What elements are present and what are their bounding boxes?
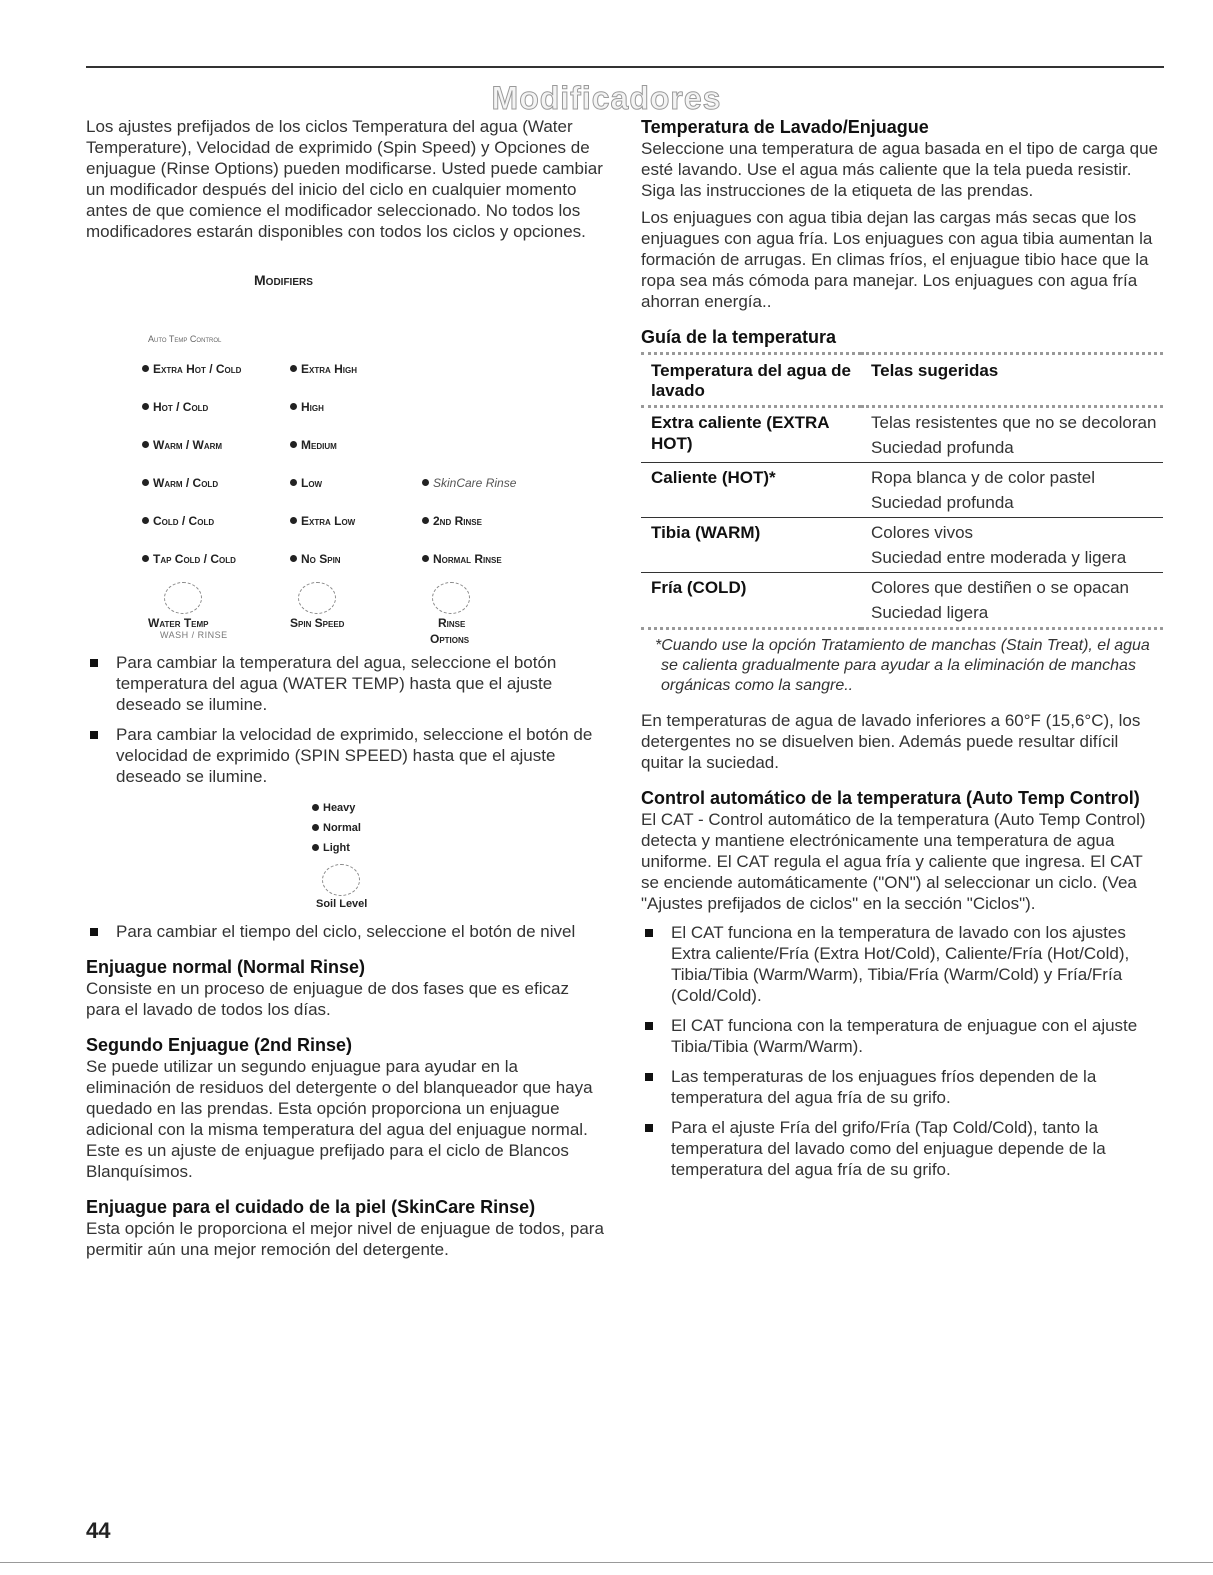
spin-opt-1: Extra High	[290, 362, 357, 376]
section-skincare-rinse	[86, 1196, 606, 1260]
top-rule	[86, 66, 1164, 68]
table-row	[641, 463, 1163, 518]
soil-level-knob[interactable]	[322, 864, 360, 896]
options-label: Options	[430, 632, 470, 646]
column-header: Temperatura del agua de lavado	[641, 354, 861, 407]
spin-speed-label: Spin Speed	[290, 616, 345, 630]
left-column	[86, 116, 606, 1260]
right-column	[641, 116, 1163, 1189]
fabric-line: Colores vivos	[871, 523, 974, 542]
section-text: Se puede utilizar un segundo enjuague para ayudar en la eliminación de residuos del detergente o del blanqueador que haya quedado en las prendas. Esta opción proporciona un enjuague adicional con la misma temperatura del agua del enjuague normal. Este es un ajuste de enjuague prefijado para el ciclo de Blancos Blanquísimos.	[86, 1057, 593, 1181]
indicator-dot	[290, 517, 297, 524]
column-header: Telas sugeridas	[861, 354, 1163, 407]
rinse-opt-2: 2nd Rinse	[422, 514, 482, 528]
temperature-guide	[641, 326, 1163, 696]
indicator-dot	[290, 479, 297, 486]
fabric-line: Telas resistentes que no se decoloran	[871, 413, 1157, 432]
list-item: El CAT funciona en la temperatura de lavado con los ajustes Extra caliente/Fría (Extra Hot/Cold), Caliente/Fría (Hot/Cold), Tibia/Tibia (Warm/Warm), Tibia/Fría (Warm/Cold) y Fría/Fría (Cold/Cold).	[641, 922, 1163, 1006]
section-normal-rinse	[86, 956, 606, 1020]
paragraph: Seleccione una temperatura de agua basada en el tipo de carga que esté lavando. Use el agua más caliente que la tela pueda resistir. Siga las instrucciones de la etiqueta de las prendas.	[641, 139, 1158, 200]
section-text: Consiste en un proceso de enjuague de dos fases que es eficaz para el lavado de todos los días.	[86, 979, 569, 1019]
soil-opt-3: Light	[312, 842, 350, 854]
water-temp-knob[interactable]	[164, 582, 202, 614]
section-heading: Control automático de la temperatura (Auto Temp Control)	[641, 788, 1140, 808]
list-item: Para cambiar la velocidad de exprimido, seleccione el botón de velocidad de exprimido (SPIN SPEED) hasta que el ajuste deseado se ilumine.	[86, 724, 606, 787]
list-item: Para cambiar el tiempo del ciclo, seleccione el botón de nivel	[86, 921, 606, 942]
section-heading: Enjuague normal (Normal Rinse)	[86, 957, 366, 977]
temp-cell: Tibia (WARM)	[641, 518, 861, 573]
temp-cell: Caliente (HOT)*	[641, 463, 861, 518]
indicator-dot	[422, 479, 429, 486]
water-temp-label: Water Temp	[148, 616, 209, 630]
paragraph: Los enjuagues con agua tibia dejan las cargas más secas que los enjuagues con agua fría. Los enjuagues con agua tibia aumentan la formación de arrugas. En climas fríos, el enjuague tibio hace que la ropa sea más cómoda para manejar. Los enjuagues con agua fría ahorran energía..	[641, 208, 1153, 311]
indicator-dot	[290, 365, 297, 372]
bullet-list-2	[86, 921, 606, 942]
indicator-dot	[422, 555, 429, 562]
temp-cell: Extra caliente (EXTRA HOT)	[641, 407, 861, 463]
bullet-list-1	[86, 652, 606, 787]
temp-cell: Fría (COLD)	[641, 573, 861, 629]
table-header-row	[641, 354, 1163, 407]
intro-paragraph: Los ajustes prefijados de los ciclos Temperatura del agua (Water Temperature), Velocidad de exprimido (Spin Speed) y Opciones de enjuague (Rinse Options) pueden modificarse. Usted puede cambiar un modificador después del inicio del ciclo en cualquier momento antes de que comience el modificador seleccionado. No todos los modificadores estarán disponibles con todos los ciclos y opciones.	[86, 117, 603, 241]
bottom-rule	[0, 1562, 1213, 1563]
fabric-line: Suciedad profunda	[871, 438, 1014, 457]
rinse-options-knob[interactable]	[432, 582, 470, 614]
fabric-cell	[861, 518, 1163, 573]
indicator-dot	[142, 555, 149, 562]
water-opt-5: Cold / Cold	[142, 514, 214, 528]
fabric-cell	[861, 573, 1163, 629]
spin-opt-6: No Spin	[290, 552, 341, 566]
section-text: Esta opción le proporciona el mejor nivel de enjuague de todos, para permitir aún una mejor remoción del detergente.	[86, 1219, 604, 1259]
table-row	[641, 407, 1163, 463]
water-opt-2: Hot / Cold	[142, 400, 208, 414]
indicator-dot	[312, 804, 319, 811]
section-heading: Temperatura de Lavado/Enjuague	[641, 117, 929, 137]
soil-level-label: Soil Level	[316, 898, 368, 910]
indicator-dot	[290, 403, 297, 410]
auto-temp-label: Auto Temp Control	[148, 334, 222, 344]
spin-opt-5: Extra Low	[290, 514, 355, 528]
bullet-list-cat	[641, 922, 1163, 1180]
section-heading: Enjuague para el cuidado de la piel (SkinCare Rinse)	[86, 1197, 536, 1217]
list-item: El CAT funciona con la temperatura de enjuague con el ajuste Tibia/Tibia (Warm/Warm).	[641, 1015, 1163, 1057]
water-opt-6: Tap Cold / Cold	[142, 552, 236, 566]
fabric-line: Suciedad profunda	[871, 493, 1014, 512]
spin-opt-2: High	[290, 400, 324, 414]
water-opt-1: Extra Hot / Cold	[142, 362, 241, 376]
indicator-dot	[422, 517, 429, 524]
modifiers-panel-diagram	[86, 242, 606, 652]
soil-opt-1: Heavy	[312, 802, 355, 814]
section-text: El CAT - Control automático de la temperatura (Auto Temp Control) detecta y mantiene electrónicamente una temperatura de agua uniforme. El CAT regula el agua fría y caliente que ingresa. El CAT se enciende automáticamente ("ON") al seleccionar un ciclo. (Vea "Ajustes prefijados de ciclos" en la sección "Ciclos").	[641, 810, 1146, 913]
fabric-line: Suciedad entre moderada y ligera	[871, 548, 1127, 567]
water-temp-sublabel: WASH / RINSE	[160, 630, 228, 640]
table-row	[641, 518, 1163, 573]
temperature-guide-table	[641, 352, 1163, 630]
list-item: Para el ajuste Fría del grifo/Fría (Tap Cold/Cold), tanto la temperatura del lavado como del enjuague depende de la temperatura del agua fría de su grifo.	[641, 1117, 1163, 1180]
indicator-dot	[312, 824, 319, 831]
fabric-cell	[861, 407, 1163, 463]
section-heading: Segundo Enjuague (2nd Rinse)	[86, 1035, 353, 1055]
water-opt-4: Warm / Cold	[142, 476, 218, 490]
indicator-dot	[142, 479, 149, 486]
indicator-dot	[142, 441, 149, 448]
guide-heading: Guía de la temperatura	[641, 327, 837, 347]
section-2nd-rinse	[86, 1034, 606, 1182]
table-row	[641, 573, 1163, 629]
indicator-dot	[142, 365, 149, 372]
panel-heading: Modifiers	[254, 272, 313, 288]
page-title: Modificadores	[491, 80, 722, 116]
water-opt-3: Warm / Warm	[142, 438, 222, 452]
fabric-cell	[861, 463, 1163, 518]
fabric-line: Suciedad ligera	[871, 603, 989, 622]
spin-opt-3: Medium	[290, 438, 337, 452]
spin-opt-4: Low	[290, 476, 322, 490]
list-item: Las temperaturas de los enjuagues fríos dependen de la temperatura del agua fría de su grifo.	[641, 1066, 1163, 1108]
indicator-dot	[312, 844, 319, 851]
page-number: 44	[86, 1518, 111, 1543]
rinse-label: Rinse	[438, 616, 466, 630]
table-footnote: *Cuando use la opción Tratamiento de manchas (Stain Treat), el agua se calienta gradualmente para ayudar a la eliminación de manchas orgánicas como la sangre..	[655, 637, 1150, 694]
indicator-dot	[142, 403, 149, 410]
spin-speed-knob[interactable]	[298, 582, 336, 614]
rinse-opt-3: Normal Rinse	[422, 552, 502, 566]
indicator-dot	[290, 441, 297, 448]
list-item: Para cambiar la temperatura del agua, seleccione el botón temperatura del agua (WATER TEMP) hasta que el ajuste deseado se ilumine.	[86, 652, 606, 715]
section-auto-temp-control	[641, 787, 1163, 1180]
soil-opt-2: Normal	[312, 822, 361, 834]
soil-level-diagram	[86, 796, 606, 921]
paragraph: En temperaturas de agua de lavado inferiores a 60°F (15,6°C), los detergentes no se disuelven bien. Además puede resultar difícil quitar la suciedad.	[641, 711, 1141, 772]
indicator-dot	[290, 555, 297, 562]
indicator-dot	[142, 517, 149, 524]
fabric-line: Ropa blanca y de color pastel	[871, 468, 1095, 487]
fabric-line: Colores que destiñen o se opacan	[871, 578, 1130, 597]
rinse-opt-1: SkinCare Rinse	[422, 476, 516, 490]
